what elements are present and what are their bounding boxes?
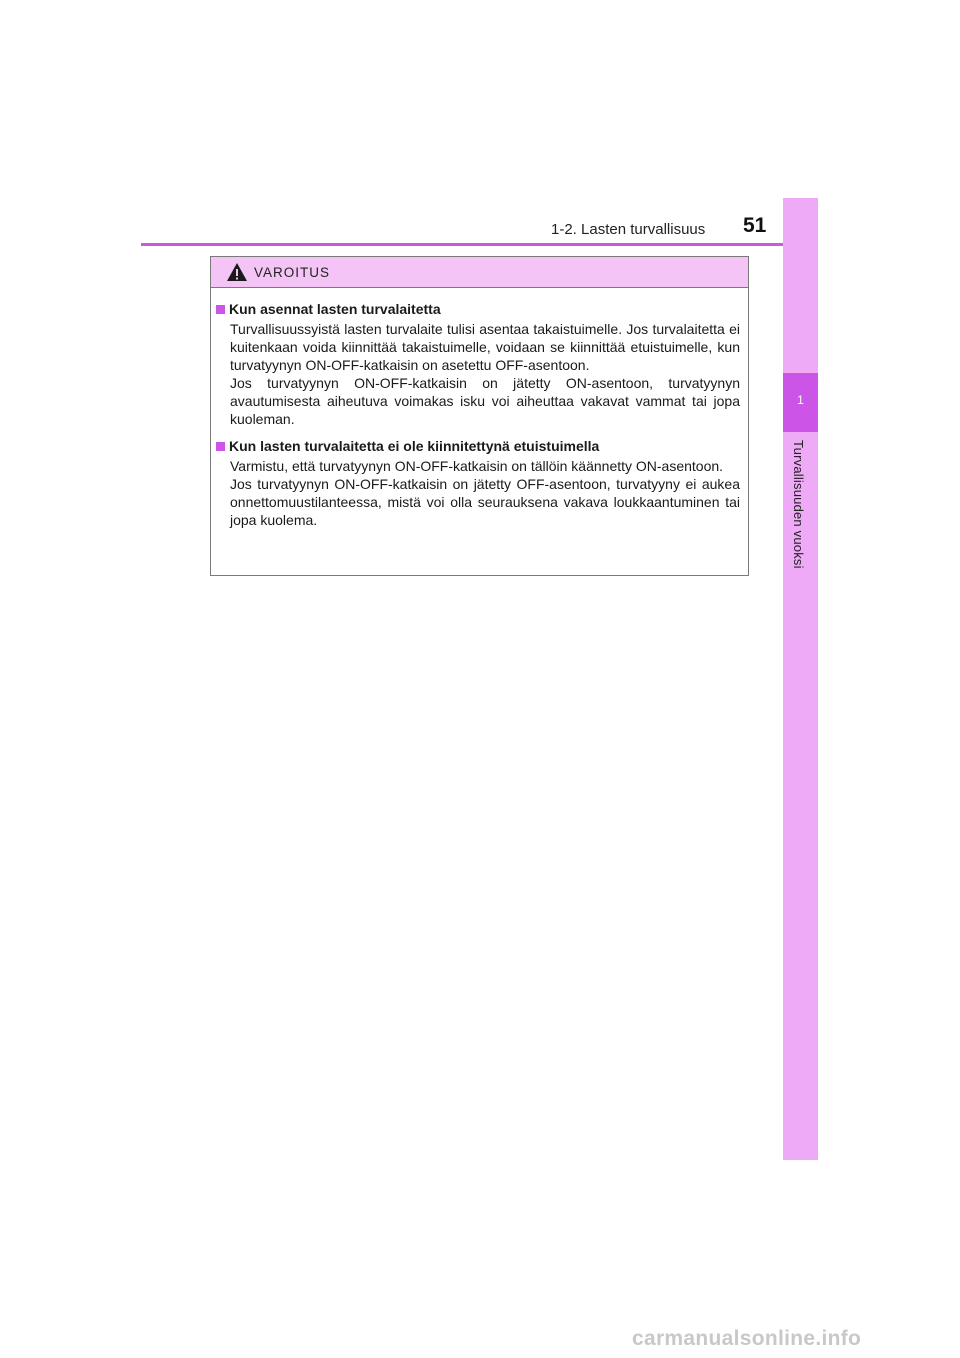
warning-header bbox=[211, 257, 748, 288]
warning-item-heading-text: Kun lasten turvalaitetta ei ole kiinnitettynä etuistuimella bbox=[229, 438, 600, 454]
warning-item-paragraph: Varmistu, että turvatyynyn ON-OFF-katkaisin on tällöin käännetty ON-asentoon. bbox=[230, 458, 724, 474]
running-header-section: 1-2. Lasten turvallisuus bbox=[551, 221, 706, 238]
chapter-title: Turvallisuuden vuoksi bbox=[791, 440, 806, 569]
page-number: 51 bbox=[743, 214, 767, 237]
chapter-side-tab bbox=[783, 198, 818, 1160]
square-bullet-icon bbox=[216, 442, 225, 451]
warning-item-paragraph: Jos turvatyynyn ON-OFF-katkaisin on jätetty OFF-asentoon, turvatyyny ei aukea onnettomuustilanteessa, mistä voi olla seurauksena vakava loukkaantuminen tai jopa kuolema. bbox=[230, 476, 740, 528]
warning-body bbox=[211, 288, 748, 529]
warning-box bbox=[210, 256, 749, 576]
watermark-text: carmanualsonline.info bbox=[632, 1327, 862, 1350]
chapter-number: 1 bbox=[797, 393, 804, 407]
warning-item-heading bbox=[216, 437, 740, 455]
warning-item-paragraph: Turvallisuussyistä lasten turvalaite tulisi asentaa takaistuimelle. Jos turvalaitetta ei kuitenkaan voida kiinnittää takaistuimelle, voidaan se kiinnittää etuistuimelle, kun turvatyynyn ON-OFF-katkaisin on asetettu OFF-asentoon. bbox=[230, 321, 740, 373]
warning-item-heading bbox=[216, 300, 740, 318]
square-bullet-icon bbox=[216, 305, 225, 314]
warning-item-paragraph: Jos turvatyynyn ON-OFF-katkaisin on jätetty ON-asentoon, turvatyynyn avautumisesta aiheutuva voimakas isku voi aiheuttaa vakavat vammat tai jopa kuoleman. bbox=[230, 375, 740, 427]
warning-title: VAROITUS bbox=[254, 264, 331, 280]
warning-item-heading-text: Kun asennat lasten turvalaitetta bbox=[229, 301, 441, 317]
warning-triangle-icon bbox=[226, 262, 248, 282]
header-divider bbox=[141, 243, 818, 246]
